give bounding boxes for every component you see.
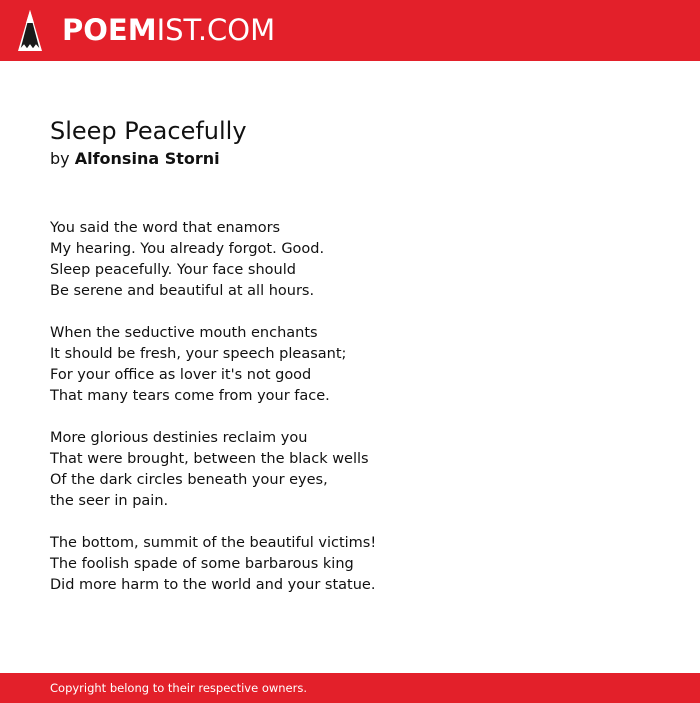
poem-line: You said the word that enamors bbox=[50, 220, 281, 236]
poem-line: For your office as lover it's not good bbox=[50, 367, 312, 383]
poem-body bbox=[50, 218, 650, 617]
poem-title: Sleep Peacefully bbox=[50, 117, 247, 145]
by-label: by bbox=[50, 149, 70, 168]
poem-line: Did more harm to the world and your statue. bbox=[50, 577, 376, 593]
site-logo-text[interactable] bbox=[62, 12, 275, 48]
stanza bbox=[50, 323, 650, 407]
poem-line: When the seductive mouth enchants bbox=[50, 325, 318, 341]
copyright-notice: Copyright belong to their respective owners. bbox=[50, 681, 308, 695]
poem-line: My hearing. You already forgot. Good. bbox=[50, 241, 325, 257]
poem-line: Of the dark circles beneath your eyes, bbox=[50, 472, 328, 488]
stanza bbox=[50, 428, 650, 512]
poem-line: The foolish spade of some barbarous king bbox=[50, 556, 354, 572]
brand-thin: IST.COM bbox=[156, 13, 276, 47]
poem-line: Be serene and beautiful at all hours. bbox=[50, 283, 315, 299]
poem-line: That many tears come from your face. bbox=[50, 388, 330, 404]
pencil-tip-icon[interactable] bbox=[18, 10, 42, 51]
poem-byline bbox=[50, 148, 220, 170]
brand-bold: POEM bbox=[62, 13, 157, 47]
poem-line: the seer in pain. bbox=[50, 493, 169, 509]
site-header bbox=[0, 0, 700, 61]
site-footer bbox=[0, 673, 700, 703]
poem-line: That were brought, between the black wells bbox=[50, 451, 369, 467]
poem-line: The bottom, summit of the beautiful victims! bbox=[50, 535, 377, 551]
poem-line: It should be fresh, your speech pleasant; bbox=[50, 346, 347, 362]
stanza bbox=[50, 218, 650, 302]
poem-line: More glorious destinies reclaim you bbox=[50, 430, 308, 446]
poem-line: Sleep peacefully. Your face should bbox=[50, 262, 296, 278]
stanza bbox=[50, 533, 650, 596]
poem-author: Alfonsina Storni bbox=[74, 149, 220, 168]
